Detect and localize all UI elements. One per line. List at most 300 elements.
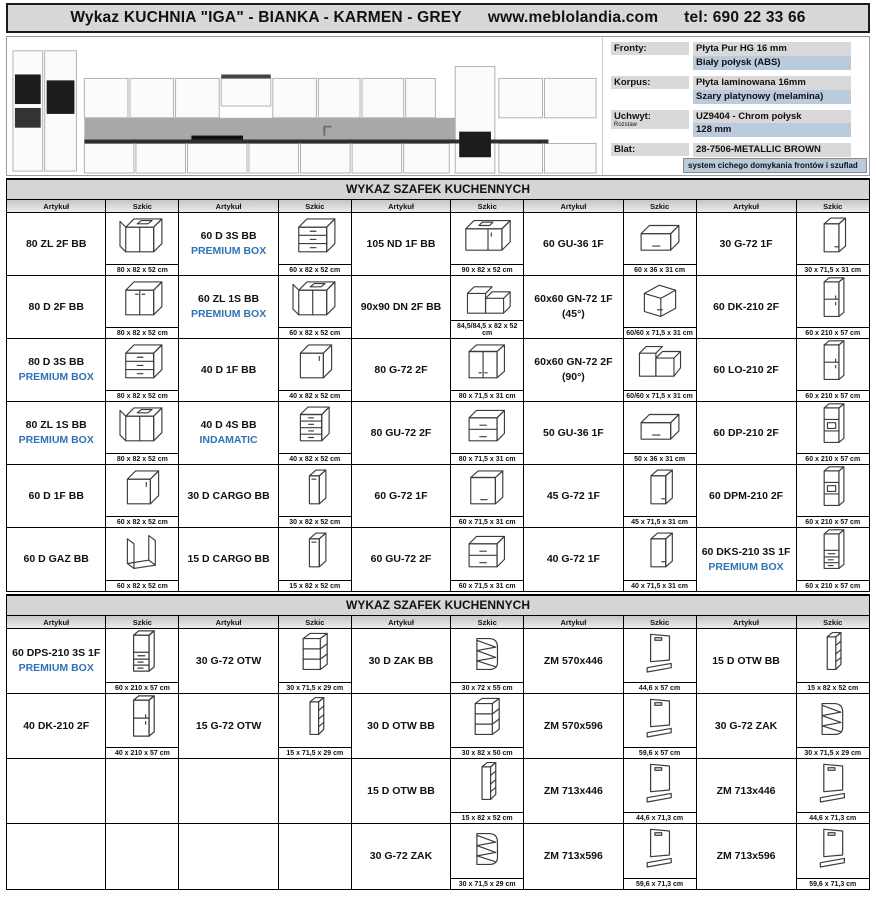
article-cell bbox=[352, 213, 451, 275]
sketch-cell bbox=[106, 759, 178, 823]
sketch-cell bbox=[797, 528, 869, 591]
cabinet-sketch-panel bbox=[625, 760, 693, 808]
dimension-label: 15 x 82 x 52 cm bbox=[797, 682, 869, 693]
kitchen-render-image bbox=[7, 37, 602, 175]
dimension-label: 59,6 x 57 cm bbox=[624, 747, 696, 758]
table-header-row bbox=[7, 616, 869, 629]
article-cell bbox=[179, 402, 278, 464]
article-cell bbox=[352, 339, 451, 401]
sketch-cell bbox=[106, 465, 178, 527]
article-cell bbox=[179, 694, 278, 758]
dimension-label: 15 x 71,5 x 29 cm bbox=[279, 747, 351, 758]
spec-label-text: Uchwyt: bbox=[614, 110, 651, 122]
spec-values bbox=[693, 42, 851, 70]
catalog-cell bbox=[524, 339, 696, 401]
article-name: 40 G-72 1F bbox=[546, 553, 600, 566]
cabinet-sketch-side-shelf bbox=[281, 695, 349, 743]
catalog-cell bbox=[697, 465, 869, 527]
sketch-cell bbox=[797, 629, 869, 693]
article-name: 60 G-72 1F bbox=[374, 489, 428, 502]
article-name: ZM 713x596 bbox=[543, 850, 603, 863]
article-cell bbox=[352, 402, 451, 464]
sketch-cell bbox=[624, 759, 696, 823]
article-cell bbox=[352, 694, 451, 758]
cabinet-sketch-base-corner90 bbox=[453, 277, 521, 323]
article-name: 60 D 1F BB bbox=[28, 489, 84, 502]
article-name: 30 G-72 1F bbox=[719, 237, 773, 250]
article-name: 60 DKS-210 3S 1F bbox=[701, 545, 791, 558]
column-header-szkic: Szkic bbox=[451, 616, 523, 628]
spec-label-text: Blat: bbox=[614, 144, 636, 156]
dimension-label: 60 x 82 x 52 cm bbox=[279, 327, 351, 338]
sketch-cell bbox=[106, 402, 178, 464]
article-cell bbox=[524, 276, 623, 338]
sketch-cell bbox=[624, 824, 696, 889]
dimension-label: 60/60 x 71,5 x 31 cm bbox=[624, 390, 696, 401]
cabinet-table bbox=[6, 178, 870, 592]
cabinet-sketch-wall-1door bbox=[625, 466, 693, 512]
dimension-label: 30 x 71,5 x 31 cm bbox=[797, 264, 869, 275]
catalog-cell bbox=[697, 402, 869, 464]
article-series: PREMIUM BOX bbox=[18, 434, 94, 446]
article-cell bbox=[524, 402, 623, 464]
dimension-label: 80 x 71,5 x 31 cm bbox=[451, 453, 523, 464]
dimension-label: 15 x 82 x 52 cm bbox=[451, 812, 523, 823]
spec-value: Biały połysk (ABS) bbox=[693, 56, 851, 70]
dimension-label: 60 x 82 x 52 cm bbox=[106, 516, 178, 527]
cabinet-sketch-base-2door bbox=[108, 277, 176, 323]
dimension-label: 60 x 36 x 31 cm bbox=[624, 264, 696, 275]
catalog-cell bbox=[697, 339, 869, 401]
cabinet-sketch-wall-2flap bbox=[453, 529, 521, 575]
cabinet-sketch-panel bbox=[798, 760, 867, 808]
article-cell bbox=[524, 759, 623, 823]
dimension-label: 60/60 x 71,5 x 31 cm bbox=[624, 327, 696, 338]
column-header-artykul: Artykuł bbox=[179, 616, 278, 628]
sketch-cell bbox=[279, 213, 351, 275]
cabinet-sketch-base-drawers3 bbox=[108, 340, 176, 386]
dimension-label: 30 x 71,5 x 29 cm bbox=[279, 682, 351, 693]
dimension-label: 60 x 210 x 57 cm bbox=[797, 390, 869, 401]
article-cell bbox=[524, 528, 623, 591]
sketch-cell bbox=[279, 465, 351, 527]
cabinet-sketch-tall-oven bbox=[798, 466, 867, 512]
column-header-artykul: Artykuł bbox=[697, 200, 797, 212]
catalog-cell bbox=[7, 339, 179, 401]
article-cell bbox=[524, 629, 623, 693]
catalog-cell bbox=[7, 528, 179, 591]
spec-value: Płyta laminowana 16mm bbox=[693, 76, 851, 90]
sketch-cell bbox=[624, 629, 696, 693]
dimension-label: 59,6 x 71,3 cm bbox=[797, 878, 869, 889]
catalog-cell bbox=[352, 759, 524, 823]
spec-values bbox=[693, 143, 851, 157]
article-series: INDAMATIC bbox=[199, 434, 258, 446]
sketch-cell bbox=[451, 465, 523, 527]
catalog-cell bbox=[7, 465, 179, 527]
catalog-cell bbox=[697, 759, 869, 823]
table-title: WYKAZ SZAFEK KUCHENNYCH bbox=[7, 180, 869, 200]
article-cell bbox=[7, 276, 106, 338]
article-name: 60 D 3S BB bbox=[200, 230, 257, 243]
dimension-label: 60 x 71,5 x 31 cm bbox=[451, 580, 523, 591]
cabinet-table bbox=[6, 594, 870, 890]
sketch-cell bbox=[279, 694, 351, 758]
catalog-cell bbox=[524, 402, 696, 464]
sketch-cell bbox=[797, 339, 869, 401]
article-name: 60 D GAZ BB bbox=[23, 553, 89, 566]
article-note: (90°) bbox=[561, 371, 585, 383]
catalog-cell bbox=[352, 528, 524, 591]
sketch-cell bbox=[279, 824, 351, 889]
specs-footnote: system cichego domykania frontów i szuflad bbox=[683, 158, 867, 173]
sketch-cell bbox=[106, 629, 178, 693]
cabinet-sketch-base-corner-sink bbox=[453, 214, 521, 260]
article-cell bbox=[179, 276, 278, 338]
sketch-cell bbox=[279, 629, 351, 693]
page-title bbox=[6, 3, 870, 33]
cabinet-sketch-tall-oven bbox=[798, 403, 867, 449]
catalog-cell bbox=[179, 339, 351, 401]
dimension-label: 60 x 210 x 57 cm bbox=[106, 682, 178, 693]
catalog-cell bbox=[524, 759, 696, 823]
catalog-cell bbox=[352, 402, 524, 464]
column-header-szkic: Szkic bbox=[106, 616, 178, 628]
column-header-artykul: Artykuł bbox=[524, 616, 623, 628]
sketch-cell bbox=[797, 402, 869, 464]
article-name: 80 ZL 2F BB bbox=[25, 237, 87, 250]
dimension-label: 60 x 210 x 57 cm bbox=[797, 327, 869, 338]
dimension-label: 90 x 82 x 52 cm bbox=[451, 264, 523, 275]
article-name: 30 G-72 ZAK bbox=[714, 719, 778, 732]
sketch-cell bbox=[797, 213, 869, 275]
empty-cell bbox=[7, 759, 179, 823]
spec-rows bbox=[611, 42, 865, 157]
column-header-artykul: Artykuł bbox=[7, 200, 106, 212]
article-name: 80 GU-72 2F bbox=[370, 426, 432, 439]
column-header-szkic: Szkic bbox=[279, 616, 351, 628]
spec-value: 128 mm bbox=[693, 123, 851, 137]
sketch-cell bbox=[451, 824, 523, 889]
article-cell bbox=[179, 339, 278, 401]
article-cell bbox=[697, 213, 797, 275]
article-name: 60 DP-210 2F bbox=[713, 426, 779, 439]
catalog-cell bbox=[697, 528, 869, 591]
catalog-cell bbox=[179, 402, 351, 464]
spec-value: 28-7506-METALLIC BROWN bbox=[693, 143, 851, 157]
table-row bbox=[7, 629, 869, 694]
article-cell bbox=[697, 276, 797, 338]
article-name: 15 D OTW BB bbox=[367, 784, 435, 797]
dimension-label: 44,6 x 71,3 cm bbox=[797, 812, 869, 823]
catalog-cell bbox=[7, 402, 179, 464]
column-header-artykul: Artykuł bbox=[352, 616, 451, 628]
sketch-cell bbox=[624, 402, 696, 464]
article-name: 80 G-72 2F bbox=[374, 363, 428, 376]
article-cell bbox=[179, 528, 278, 591]
spec-label bbox=[611, 143, 689, 156]
article-name: ZM 713x446 bbox=[543, 784, 603, 797]
article-cell bbox=[697, 824, 797, 889]
dimension-label: 30 x 82 x 52 cm bbox=[279, 516, 351, 527]
catalog-cell bbox=[697, 629, 869, 693]
cabinet-sketch-side-shelf bbox=[798, 630, 867, 678]
spec-label-text: Fronty: bbox=[614, 43, 647, 54]
article-cell bbox=[7, 824, 106, 889]
article-name: 50 GU-36 1F bbox=[543, 426, 604, 439]
cabinet-sketch-wall-corner45 bbox=[625, 277, 693, 323]
website-text: www.meblolandia.com bbox=[487, 9, 659, 26]
column-header-artykul: Artykuł bbox=[179, 200, 278, 212]
dimension-label: 59,6 x 71,3 cm bbox=[624, 878, 696, 889]
table-row bbox=[7, 824, 869, 889]
cabinet-sketch-shelf-zig bbox=[453, 630, 521, 678]
dimension-label: 40 x 82 x 52 cm bbox=[279, 390, 351, 401]
article-name: 60 DPS-210 3S 1F bbox=[12, 647, 101, 660]
article-name: 30 D OTW BB bbox=[367, 719, 435, 732]
cabinet-sketch-base-1door bbox=[108, 466, 176, 512]
cabinet-sketch-shelf-zig bbox=[798, 695, 867, 743]
sketch-cell bbox=[797, 465, 869, 527]
header-pair bbox=[7, 616, 179, 628]
article-name: 45 G-72 1F bbox=[546, 489, 600, 502]
dimension-label: 30 x 72 x 55 cm bbox=[451, 682, 523, 693]
catalog-cell bbox=[179, 528, 351, 591]
column-header-szkic: Szkic bbox=[624, 200, 696, 212]
article-name: 30 G-72 ZAK bbox=[369, 850, 433, 863]
article-cell bbox=[179, 629, 278, 693]
table-row bbox=[7, 465, 869, 528]
article-cell bbox=[524, 694, 623, 758]
cabinet-sketch-base-drawers4 bbox=[281, 403, 349, 449]
article-cell bbox=[179, 824, 278, 889]
catalog-cell bbox=[524, 824, 696, 889]
catalog-cell bbox=[179, 465, 351, 527]
article-note: (45°) bbox=[561, 308, 585, 320]
cabinet-sketch-base-open bbox=[108, 529, 176, 575]
article-name: 15 G-72 OTW bbox=[195, 719, 262, 732]
cabinet-sketch-wall-2door bbox=[453, 340, 521, 386]
catalog-cell bbox=[524, 465, 696, 527]
spec-value: Szary platynowy (melamina) bbox=[693, 90, 851, 104]
spec-value: UZ9404 - Chrom połysk bbox=[693, 110, 851, 124]
cabinet-sketch-wall-2flap bbox=[453, 403, 521, 449]
article-cell bbox=[697, 629, 797, 693]
article-cell bbox=[697, 694, 797, 758]
table-row bbox=[7, 694, 869, 759]
sketch-cell bbox=[797, 276, 869, 338]
table-row bbox=[7, 276, 869, 339]
cabinet-sketch-panel bbox=[625, 630, 693, 678]
sketch-cell bbox=[451, 402, 523, 464]
catalog-cell bbox=[697, 213, 869, 275]
header-pair bbox=[179, 200, 351, 212]
catalog-cell bbox=[352, 276, 524, 338]
catalog-cell bbox=[352, 629, 524, 693]
spec-sublabel: Rozstaw bbox=[614, 121, 638, 128]
article-name: 60x60 GN-72 2F bbox=[534, 356, 613, 369]
catalog-cell bbox=[179, 694, 351, 758]
column-header-artykul: Artykuł bbox=[697, 616, 797, 628]
table-row bbox=[7, 339, 869, 402]
spec-label bbox=[611, 110, 689, 129]
cabinet-sketch-wall-1door bbox=[798, 214, 867, 260]
article-cell bbox=[524, 824, 623, 889]
sketch-cell bbox=[279, 402, 351, 464]
article-name: 80 D 3S BB bbox=[28, 356, 85, 369]
dimension-label: 80 x 82 x 52 cm bbox=[106, 327, 178, 338]
dimension-label: 50 x 36 x 31 cm bbox=[624, 453, 696, 464]
empty-cell bbox=[7, 824, 179, 889]
article-cell bbox=[352, 276, 451, 338]
sketch-cell bbox=[451, 629, 523, 693]
sketch-cell bbox=[451, 694, 523, 758]
article-name: ZM 713x596 bbox=[716, 850, 776, 863]
dimension-label: 40 x 210 x 57 cm bbox=[106, 747, 178, 758]
article-cell bbox=[7, 629, 106, 693]
sketch-cell bbox=[451, 339, 523, 401]
catalog-cell bbox=[352, 465, 524, 527]
spec-values bbox=[693, 76, 851, 104]
dimension-label: 60 x 210 x 57 cm bbox=[797, 580, 869, 591]
article-name: 60 ZL 1S BB bbox=[198, 293, 260, 306]
dimension-label: 30 x 82 x 50 cm bbox=[451, 747, 523, 758]
article-name: 40 D 1F BB bbox=[200, 363, 257, 376]
article-cell bbox=[7, 465, 106, 527]
cabinet-sketch-tall-2f bbox=[798, 340, 867, 386]
dimension-label: 40 x 71,5 x 31 cm bbox=[624, 580, 696, 591]
article-name: 60 DK-210 2F bbox=[713, 300, 780, 313]
sketch-cell bbox=[279, 528, 351, 591]
column-header-szkic: Szkic bbox=[279, 200, 351, 212]
catalog-cell bbox=[7, 276, 179, 338]
sketch-cell bbox=[451, 528, 523, 591]
cabinet-sketch-base-sink bbox=[108, 403, 176, 449]
catalog-cell bbox=[524, 694, 696, 758]
sketch-cell bbox=[451, 213, 523, 275]
cabinet-sketch-tall-drawers bbox=[108, 630, 176, 678]
cabinet-sketch-base-cargo bbox=[281, 466, 349, 512]
article-name: 80 D 2F BB bbox=[28, 300, 84, 313]
table-row bbox=[7, 528, 869, 591]
article-cell bbox=[697, 465, 797, 527]
dimension-label: 60 x 210 x 57 cm bbox=[797, 453, 869, 464]
catalog-cell bbox=[524, 528, 696, 591]
article-name: 60 LO-210 2F bbox=[713, 363, 779, 376]
catalog-cell bbox=[179, 276, 351, 338]
dimension-label: 80 x 71,5 x 31 cm bbox=[451, 390, 523, 401]
cabinet-sketch-wall-1door bbox=[625, 529, 693, 575]
cabinet-sketch-shelf-open bbox=[453, 695, 521, 743]
article-cell bbox=[179, 213, 278, 275]
catalog-cell bbox=[524, 276, 696, 338]
column-header-szkic: Szkic bbox=[106, 200, 178, 212]
sketch-cell bbox=[279, 759, 351, 823]
cabinet-sketch-side-shelf bbox=[453, 760, 521, 808]
cabinet-tables bbox=[6, 178, 870, 890]
sketch-cell bbox=[797, 759, 869, 823]
catalog-cell bbox=[697, 276, 869, 338]
article-cell bbox=[7, 213, 106, 275]
dimension-label: 60 x 71,5 x 31 cm bbox=[451, 516, 523, 527]
catalog-cell bbox=[697, 824, 869, 889]
cabinet-sketch-panel bbox=[798, 825, 867, 873]
cabinet-sketch-shelf-zig bbox=[453, 825, 521, 873]
empty-cell bbox=[179, 759, 351, 823]
article-name: 30 D CARGO BB bbox=[187, 489, 270, 502]
dimension-label: 40 x 82 x 52 cm bbox=[279, 453, 351, 464]
header-pair bbox=[697, 616, 869, 628]
article-cell bbox=[7, 694, 106, 758]
catalog-cell bbox=[7, 213, 179, 275]
catalog-cell bbox=[352, 824, 524, 889]
article-series: PREMIUM BOX bbox=[18, 371, 94, 383]
catalog-cell bbox=[7, 694, 179, 758]
sketch-cell bbox=[797, 694, 869, 758]
article-cell bbox=[352, 629, 451, 693]
spec-row bbox=[611, 76, 865, 104]
cabinet-sketch-wall-flap bbox=[625, 214, 693, 260]
cabinet-sketch-wall-flap bbox=[625, 403, 693, 449]
article-name: 90x90 DN 2F BB bbox=[360, 300, 442, 313]
article-cell bbox=[7, 528, 106, 591]
article-name: ZM 713x446 bbox=[716, 784, 776, 797]
article-name: 80 ZL 1S BB bbox=[25, 419, 87, 432]
article-cell bbox=[7, 339, 106, 401]
cabinet-sketch-base-sink bbox=[281, 277, 349, 323]
catalog-cell bbox=[524, 213, 696, 275]
dimension-label: 80 x 82 x 52 cm bbox=[106, 453, 178, 464]
article-cell bbox=[7, 402, 106, 464]
sketch-cell bbox=[624, 276, 696, 338]
sketch-cell bbox=[279, 276, 351, 338]
column-header-artykul: Artykuł bbox=[7, 616, 106, 628]
table-row bbox=[7, 402, 869, 465]
header-pair bbox=[524, 616, 696, 628]
dimension-label: 80 x 82 x 52 cm bbox=[106, 264, 178, 275]
article-name: 30 D ZAK BB bbox=[368, 654, 434, 667]
article-name: 40 D 4S BB bbox=[200, 419, 257, 432]
empty-cell bbox=[179, 824, 351, 889]
column-header-szkic: Szkic bbox=[624, 616, 696, 628]
header-pair bbox=[7, 200, 179, 212]
article-cell bbox=[697, 528, 797, 591]
dimension-label: 30 x 71,5 x 29 cm bbox=[797, 747, 869, 758]
catalog-cell bbox=[179, 213, 351, 275]
article-name: 60 DPM-210 2F bbox=[708, 489, 784, 502]
article-cell bbox=[7, 759, 106, 823]
article-name: 15 D OTW BB bbox=[712, 654, 780, 667]
spec-label-text: Korpus: bbox=[614, 76, 651, 88]
table-row bbox=[7, 213, 869, 276]
column-header-artykul: Artykuł bbox=[524, 200, 623, 212]
dimension-label: 44,6 x 57 cm bbox=[624, 682, 696, 693]
article-name: 105 ND 1F BB bbox=[366, 237, 436, 250]
sketch-cell bbox=[106, 276, 178, 338]
cabinet-sketch-base-drawers3 bbox=[281, 214, 349, 260]
column-header-szkic: Szkic bbox=[797, 616, 869, 628]
dimension-label: 45 x 71,5 x 31 cm bbox=[624, 516, 696, 527]
article-series: PREMIUM BOX bbox=[190, 308, 267, 320]
phone-text: tel: 690 22 33 66 bbox=[684, 9, 806, 26]
article-series: PREMIUM BOX bbox=[190, 245, 267, 257]
article-name: 15 D CARGO BB bbox=[187, 553, 270, 566]
catalog-cell bbox=[697, 694, 869, 758]
header-pair bbox=[697, 200, 869, 212]
cabinet-sketch-base-1door bbox=[281, 340, 349, 386]
table-header-row bbox=[7, 200, 869, 213]
cabinet-sketch-wall-corner90 bbox=[625, 340, 693, 386]
